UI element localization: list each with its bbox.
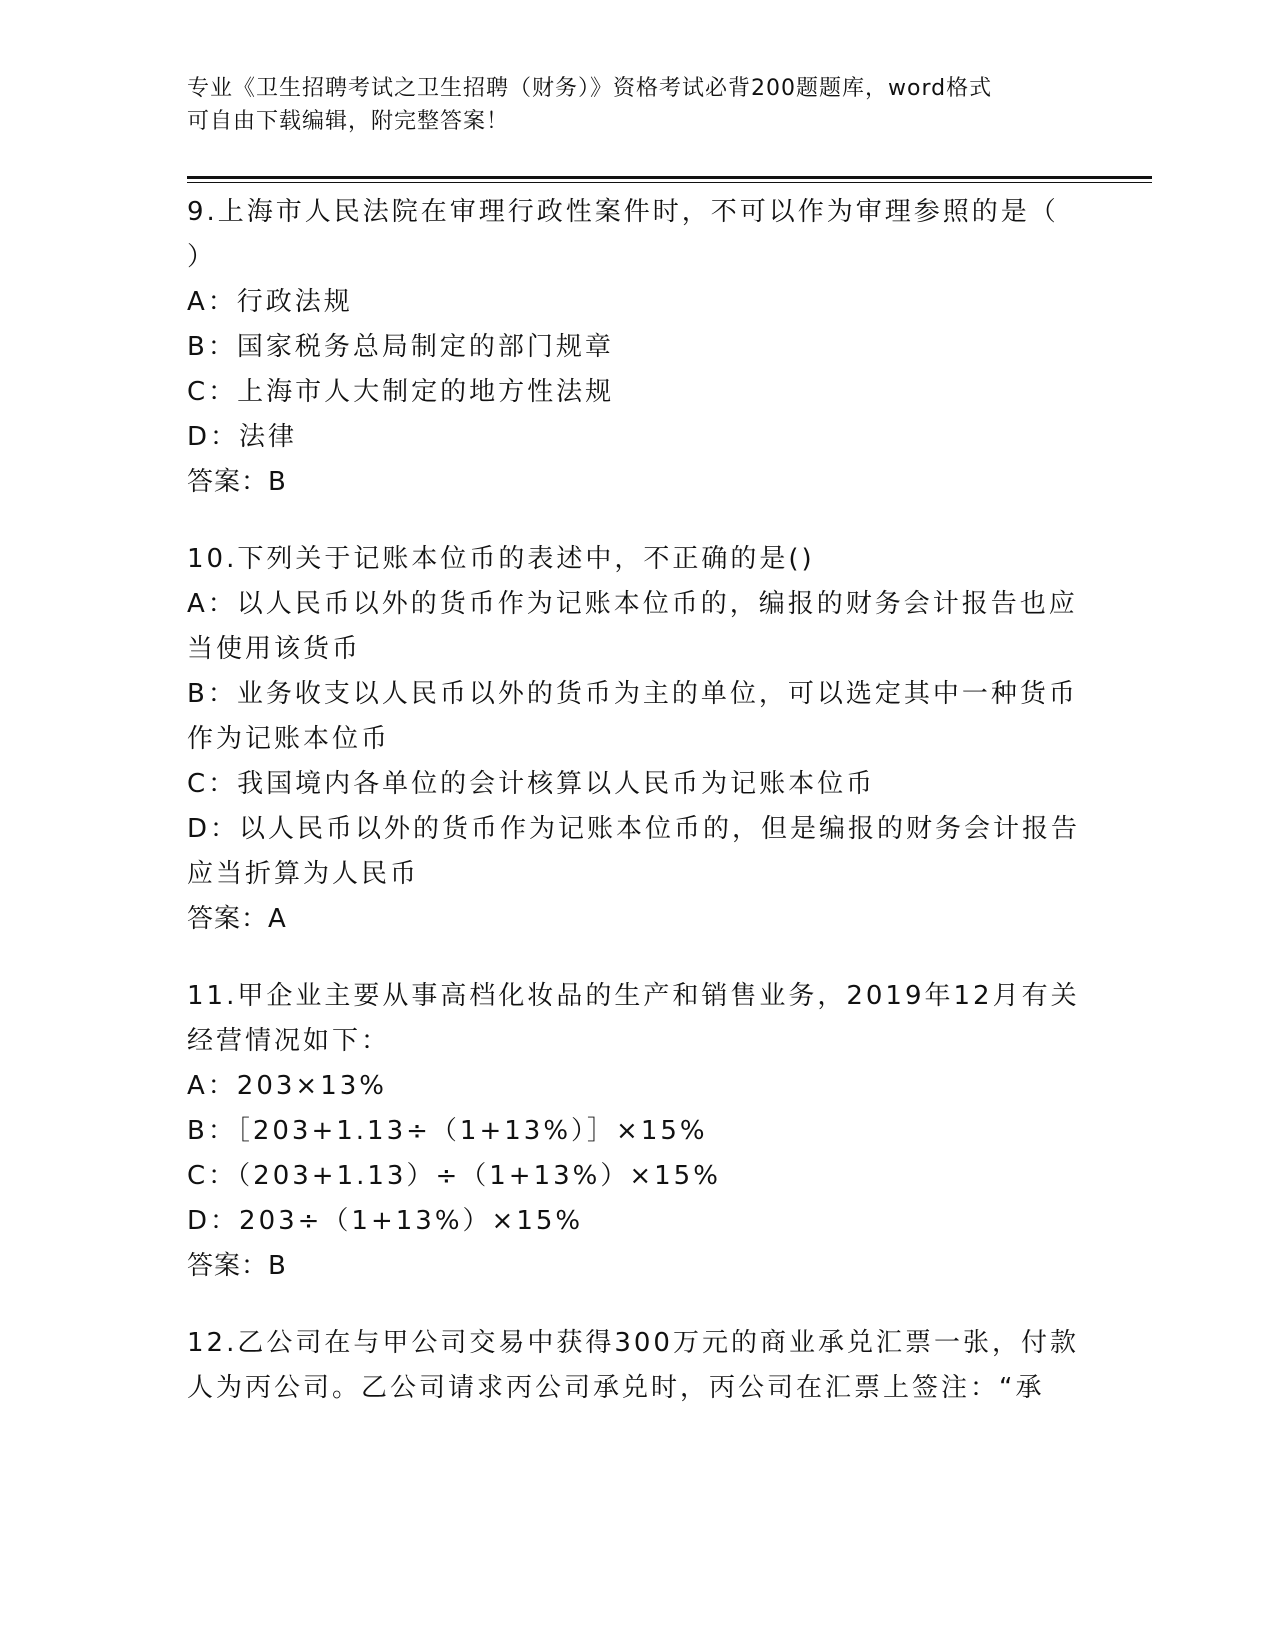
option-a: A：行政法规 [187,287,353,317]
answer: 答案：B [187,1251,287,1281]
answer: 答案：B [187,467,287,497]
question-stem-cont: ） [187,242,217,272]
option-d-cont: 应当折算为人民币 [187,859,420,889]
option-d: D：以人民币以外的货币作为记账本位币的，但是编报的财务会计报告 [187,814,1081,844]
question-11 [187,974,1087,1289]
option-c: C：上海市人大制定的地方性法规 [187,377,615,407]
option-d: D：法律 [187,422,298,452]
option-d: D：203÷（1+13%）×15% [187,1206,584,1236]
header-line-2: 可自由下载编辑，附完整答案！ [187,109,510,134]
option-a-cont: 当使用该货币 [187,634,362,664]
question-stem: 11.甲企业主要从事高档化妆品的生产和销售业务，2019年12月有关 [187,981,1080,1011]
answer: 答案：A [187,904,287,934]
question-stem: 12.乙公司在与甲公司交易中获得300万元的商业承兑汇票一张，付款 [187,1328,1079,1358]
question-stem-cont: 经营情况如下： [187,1026,391,1056]
question-list [187,190,1087,1443]
option-b: B：国家税务总局制定的部门规章 [187,332,614,362]
option-b: B：［203+1.13÷（1+13%）］×15% [187,1116,708,1146]
option-a: A：203×13% [187,1071,387,1101]
question-stem: 9.上海市人民法院在审理行政性案件时，不可以作为审理参照的是（ [187,197,1059,227]
question-stem-cont: 人为丙公司。乙公司请求丙公司承兑时，丙公司在汇票上签注：“承 [187,1373,1045,1403]
document-header [187,72,1067,138]
option-b-cont: 作为记账本位币 [187,724,391,754]
question-9 [187,190,1087,505]
option-b: B：业务收支以人民币以外的货币为主的单位，可以选定其中一种货币 [187,679,1078,709]
question-stem: 10.下列关于记账本位币的表述中，不正确的是() [187,544,815,574]
header-line-1: 专业《卫生招聘考试之卫生招聘（财务）》资格考试必背200题题库，word格式 [187,76,993,101]
question-12 [187,1321,1087,1411]
header-divider-thin [187,182,1152,183]
header-divider-thick [187,176,1152,179]
option-a: A：以人民币以外的货币作为记账本位币的，编报的财务会计报告也应 [187,589,1078,619]
option-c: C：我国境内各单位的会计核算以人民币为记账本位币 [187,769,876,799]
question-10 [187,537,1087,942]
option-c: C：（203+1.13）÷（1+13%）×15% [187,1161,721,1191]
